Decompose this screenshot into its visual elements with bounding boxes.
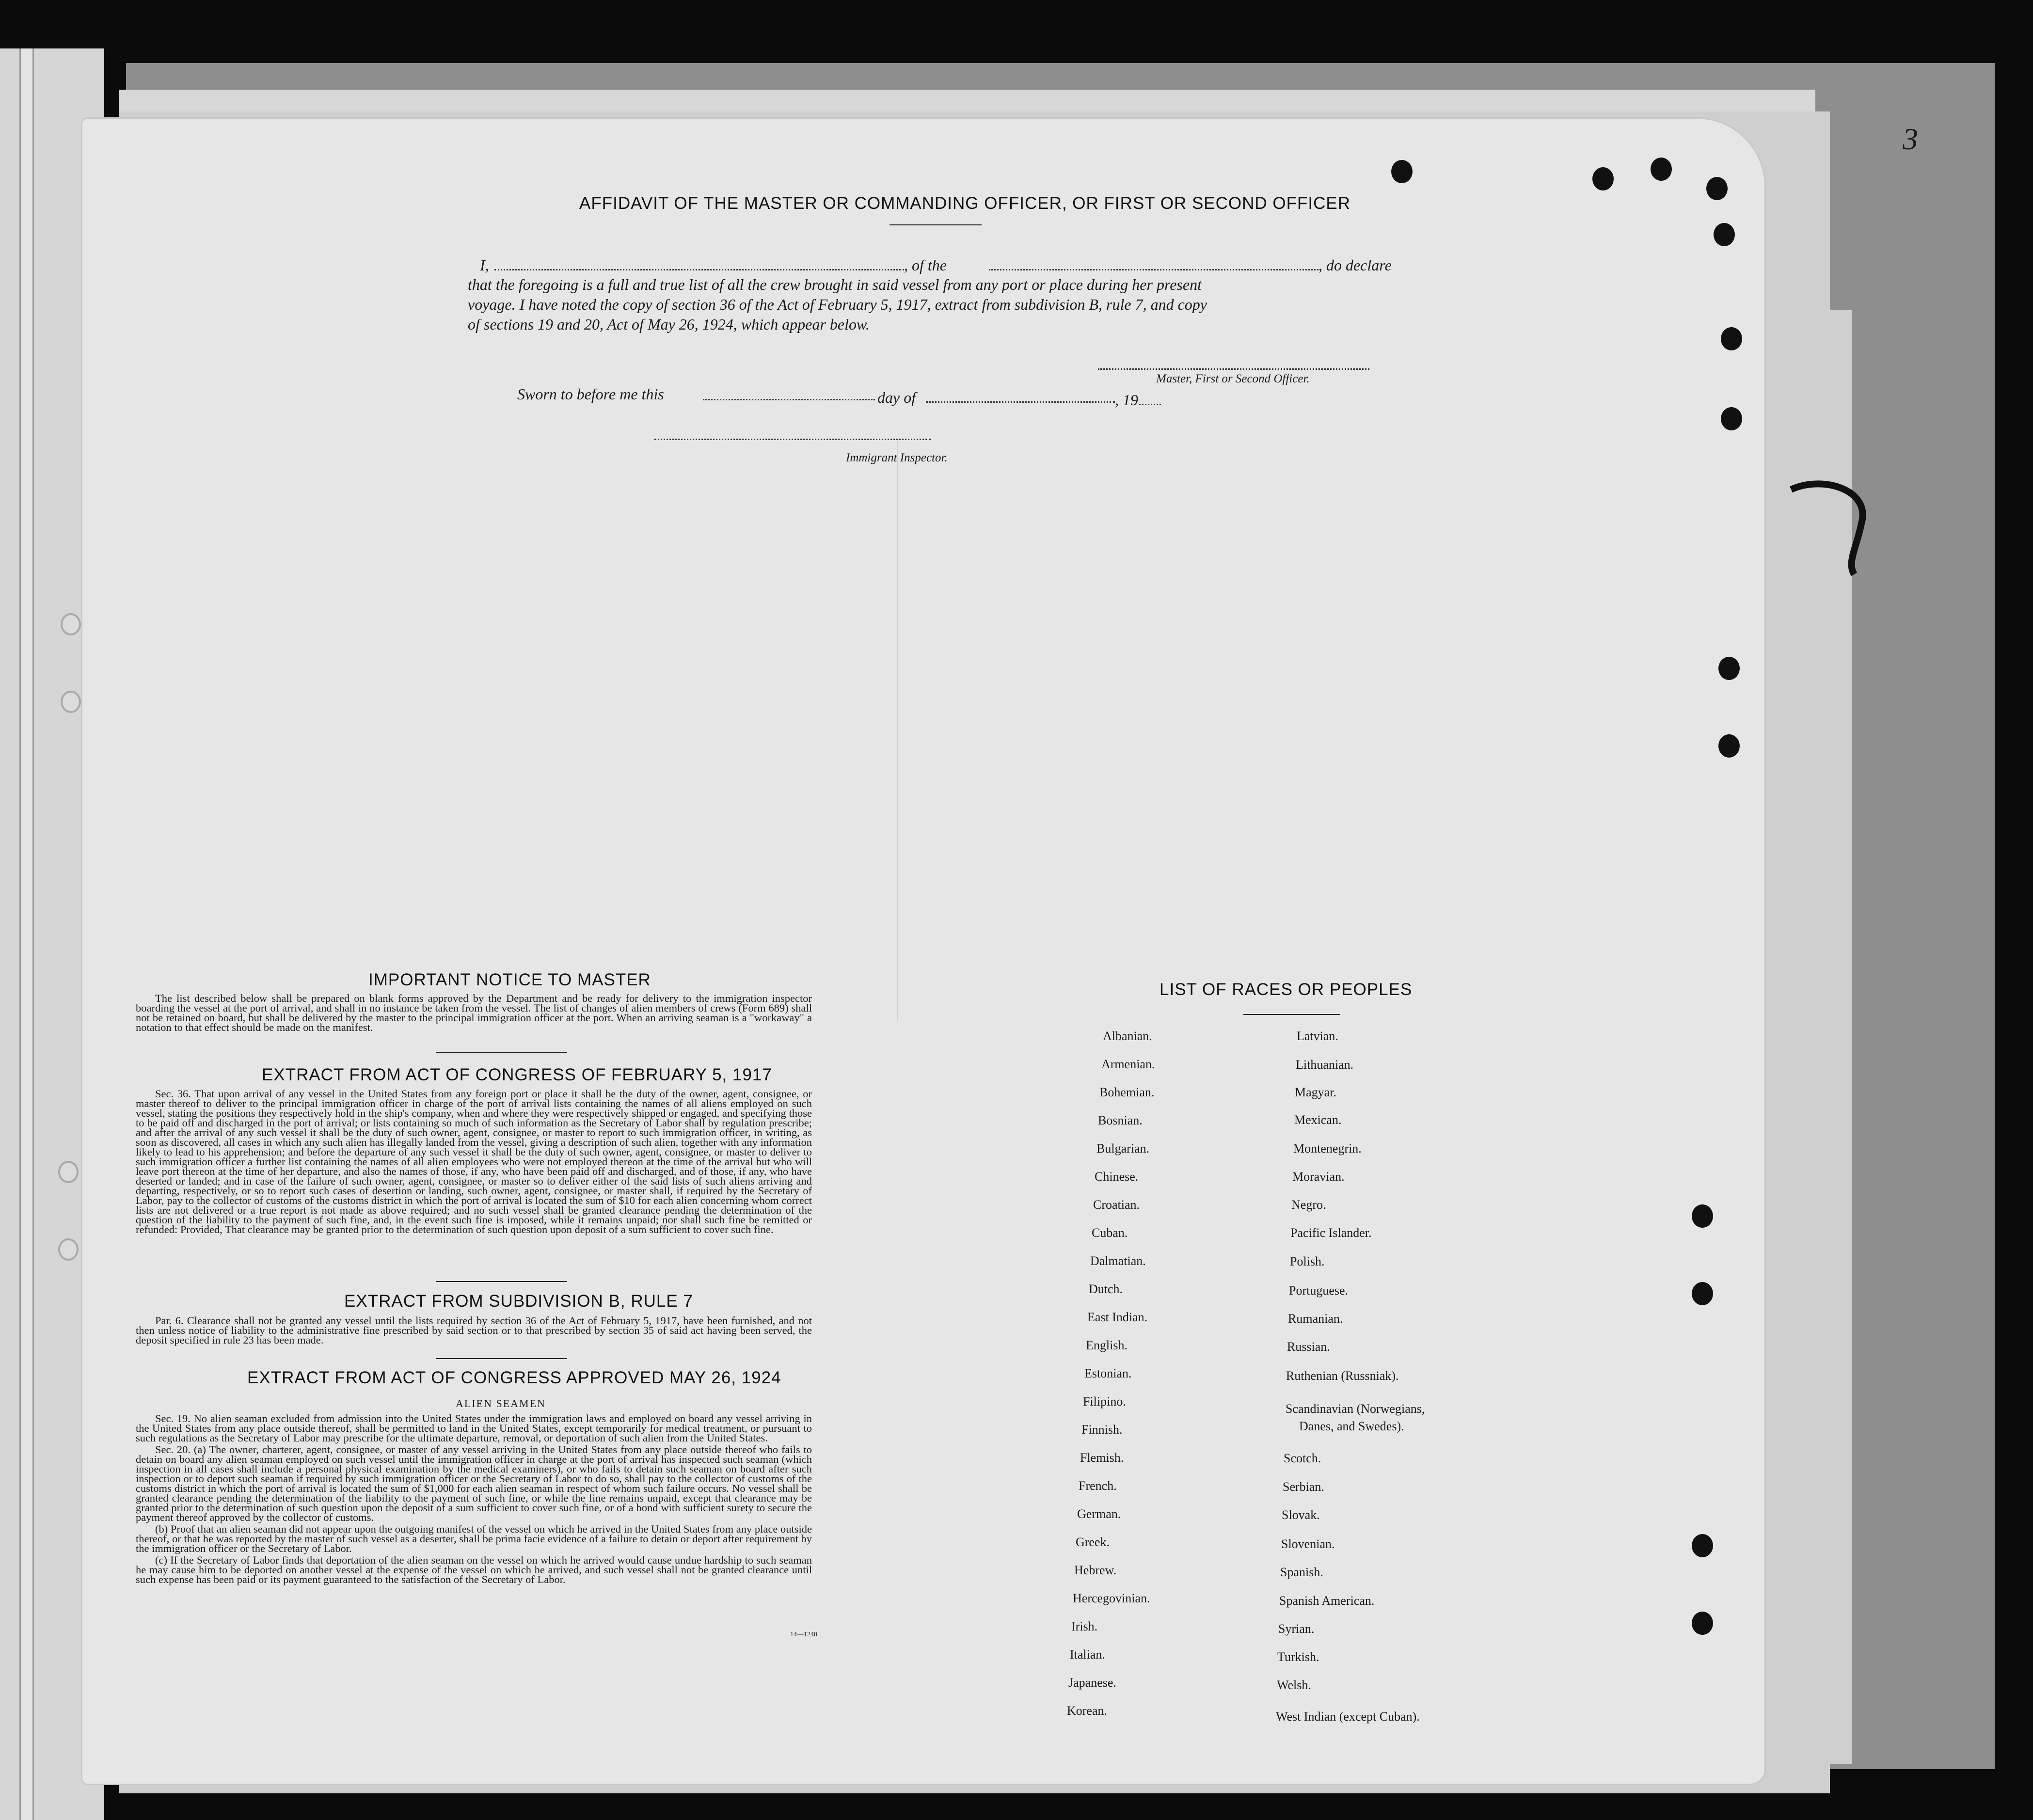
- race-item: Portuguese.: [1289, 1283, 1349, 1298]
- affidavit-title: AFFIDAVIT OF THE MASTER OR COMMANDING OFFICER, OR FIRST OR SECOND OFFICER: [579, 194, 1351, 213]
- inspector-signature-line[interactable]: [654, 439, 931, 440]
- race-item: Scandinavian (Norwegians,: [1286, 1402, 1425, 1416]
- affidavit-line-3: voyage. I have noted the copy of section 36 of the Act of February 5, 1917, extract from subdivision B, rule 7, and copy: [468, 296, 1207, 313]
- rule7-divider: [436, 1358, 567, 1359]
- rule7-text: [136, 1316, 812, 1347]
- race-item: Flemish.: [1080, 1451, 1124, 1465]
- punch-hole: [1592, 167, 1614, 190]
- race-item: Greek.: [1076, 1535, 1110, 1549]
- race-item: Syrian.: [1278, 1622, 1315, 1636]
- race-item: Magyar.: [1295, 1085, 1336, 1099]
- rule7-title: EXTRACT FROM SUBDIVISION B, RULE 7: [344, 1292, 693, 1311]
- race-item: Pacific Islander.: [1290, 1226, 1372, 1240]
- race-item: Latvian.: [1297, 1029, 1338, 1043]
- vessel-field-line[interactable]: [989, 269, 1318, 270]
- extract-1917-divider: [436, 1281, 567, 1282]
- race-item: Russian.: [1287, 1340, 1330, 1354]
- race-item: English.: [1086, 1338, 1128, 1352]
- binder-ring-hole: [61, 691, 81, 713]
- affidavit-i: I,: [480, 256, 489, 274]
- punch-hole: [1718, 657, 1740, 680]
- affidavit-divider: [889, 224, 982, 225]
- punch-hole: [1718, 734, 1740, 758]
- sworn-text: Sworn to before me this: [517, 385, 664, 403]
- punch-hole: [1692, 1534, 1713, 1557]
- form-number: 14—1240: [790, 1631, 817, 1638]
- punch-hole: [1721, 327, 1742, 350]
- race-item: Moravian.: [1292, 1170, 1345, 1184]
- race-item: Danes, and Swedes).: [1299, 1419, 1404, 1433]
- race-item: Estonian.: [1084, 1366, 1132, 1380]
- sec-20a-paragraph: Sec. 20. (a) The owner, charterer, agent, consignee, or master of any vessel arriving in the United States from any place outside thereof who fails to detain on board any alien seaman employed on such vessel until the immigration officer in charge at the port of arrival has inspected such seaman (which inspection in all cases shall include a personal physical examination by the medical examiners), or who fails to detain such seaman on board after such inspection or to deport such seaman if required by such immigration officer or the Secretary of Labor to do so, shall pay to the collector of customs of the customs district in which the port of arrival is located the sum of $1,000 for each alien seaman in respect of whom such failure occurs. No vessel shall be granted clearance pending the determination of the liability to the payment of such fine, or while the fine remains unpaid, except that clearance may be granted prior to the determination of such question upon the deposit of a sum sufficient to cover such fine, or of a bond with sufficient surety to secure the payment thereof approved by the collector of customs.: [136, 1443, 812, 1523]
- par-6-paragraph: Par. 6. Clearance shall not be granted any vessel until the lists required by section 36 of the Act of February 5, 1917, have been furnished, and not then unless notice of liability to the administrative fine prescribed by said section or to that prescribed by section 35 of said act having been served, the deposit specified in rule 23 has been made.: [136, 1314, 812, 1346]
- sec-19-paragraph: Sec. 19. No alien seaman excluded from admission into the United States under the immigration laws and employed on board any vessel arriving in the United States from any place outside thereof, shall be permitted to land in the United States, except temporarily for medical treatment, or pursuant to such regulations as the Secretary of Labor may prescribe for the ultimate departure, removal, or deportation of such alien from the United States.: [136, 1412, 812, 1444]
- punch-hole: [1706, 177, 1728, 200]
- race-item: Ruthenian (Russniak).: [1286, 1369, 1399, 1383]
- year-prefix: , 19: [1115, 391, 1138, 409]
- sec-36-paragraph: Sec. 36. That upon arrival of any vessel in the United States from any foreign port or place it shall be the duty of the owner, agent, consignee, or master thereof to deliver to the principal immigration officer in charge of the port of arrival lists containing the names of all aliens employed on such vessel, stating the positions they respectively hold in the ship's company, when and where they were respectively shipped or engaged, and specifying those to be paid off and discharged in the port of arrival; or lists containing so much of such information as the Secretary of Labor shall by regulation prescribe; and after the arrival of any such vessel it shall be the duty of such owner, agent, consignee, or master to report to such immigration officer, in writing, as soon as discovered, all cases in which any such alien has illegally landed from the vessel, giving a description of such alien, together with any information likely to lead to his apprehension; and before the departure of any such vessel it shall be the duty of such owner, agent, consignee, or master to deliver to such immigration officer a further list containing the names of all alien employees who were not employed thereon at the time of the arrival but who will leave port thereon at the time of her departure, and also the names of those, if any, who have been paid off and discharged, and of those, if any, who have deserted or landed; and in case of the failure of such owner, agent, consignee, or master so to deliver either of the said lists of such aliens arriving and departing, respectively, or so to report such cases of desertion or landing, such owner, agent, consignee, or master shall, if required by the Secretary of Labor, pay to the collector of customs of the customs district in which the port of arrival is located the sum of $10 for each alien concerning whom correct lists are not delivered or a true report is not made as above required; and no such vessel shall be granted clearance pending the determination of the question of the liability to the payment of such fine, and, in the event such fine is imposed, while it remains unpaid; nor shall such fine be remitted or refunded: Provided, That clearance may be granted prior to the determination of such question upon deposit of a sum sufficient to cover such fine.: [136, 1088, 812, 1235]
- extract-1917-title: EXTRACT FROM ACT OF CONGRESS OF FEBRUARY 5, 1917: [262, 1065, 772, 1084]
- binder-ring-hole: [61, 613, 81, 635]
- binder-ring-hole: [58, 1161, 79, 1183]
- race-item: Albanian.: [1103, 1029, 1152, 1043]
- race-item: Spanish American.: [1279, 1594, 1375, 1608]
- race-item: Lithuanian.: [1296, 1058, 1354, 1072]
- race-item: Hebrew.: [1074, 1563, 1117, 1577]
- race-item: Slovak.: [1282, 1508, 1320, 1522]
- sec-20b-paragraph: (b) Proof that an alien seaman did not appear upon the outgoing manifest of the vessel on which he arrived in the United States from any place outside thereof, or that he was reported by the master of such vessel as a deserter, shall be prima facie evidence of a failure to detain or deport after requirement by the immigration officer or the Secretary of Labor.: [136, 1523, 812, 1554]
- races-divider: [1243, 1014, 1340, 1015]
- race-item: French.: [1079, 1479, 1117, 1493]
- notice-text: [136, 994, 812, 1034]
- race-item: Mexican.: [1294, 1113, 1342, 1127]
- race-item: Scotch.: [1284, 1451, 1321, 1465]
- race-item: Bosnian.: [1098, 1113, 1143, 1127]
- punch-hole: [1651, 158, 1672, 181]
- document-page: [82, 119, 1764, 1784]
- ruled-line: [897, 439, 898, 1020]
- race-item: Turkish.: [1277, 1650, 1319, 1664]
- race-item: Montenegrin.: [1293, 1141, 1362, 1155]
- race-item: Chinese.: [1095, 1170, 1139, 1184]
- races-title: LIST OF RACES OR PEOPLES: [1159, 980, 1413, 999]
- affidavit-line-4: of sections 19 and 20, Act of May 26, 1924, which appear below.: [468, 316, 870, 333]
- race-item: East Indian.: [1087, 1310, 1148, 1324]
- race-item: West Indian (except Cuban).: [1276, 1709, 1420, 1724]
- race-item: Spanish.: [1280, 1565, 1323, 1579]
- race-item: Serbian.: [1283, 1480, 1324, 1494]
- binder-strip: [19, 48, 34, 1820]
- sworn-month-line[interactable]: [926, 401, 1115, 403]
- sec-20c-paragraph: (c) If the Secretary of Labor finds that deportation of the alien seaman on the vessel on which he arrived would cause undue hardship to such seaman he may cause him to be deported on another vessel at the expense of the vessel on which he arrived, and such vessel shall not be granted clearance until such expense has been paid or its payment guaranteed to the satisfaction of the Secretary of Labor.: [136, 1554, 812, 1585]
- affidavit-line-2: that the foregoing is a full and true list of all the crew brought in said vessel from any port or place during her present: [468, 276, 1202, 293]
- page-number: 3: [1903, 122, 1918, 156]
- day-of-text: day of: [877, 389, 916, 406]
- race-item: Slovenian.: [1281, 1537, 1335, 1551]
- extract-1917-text: [136, 1089, 812, 1236]
- race-item: Dalmatian.: [1090, 1254, 1146, 1268]
- inspector-label: Immigrant Inspector.: [846, 451, 948, 464]
- race-item: Cuban.: [1092, 1226, 1128, 1240]
- punch-hole: [1714, 223, 1735, 246]
- race-item: Croatian.: [1093, 1198, 1140, 1212]
- notice-paragraph: The list described below shall be prepared on blank forms approved by the Department and be ready for delivery to the immigration inspector boarding the vessel at the port of arrival, and shall in no instance be taken from the vessel. The list of changes of alien members of crews (Form 689) shall not be retained on board, but shall be delivered by the master to the principal immigration officer at the port. When an arriving seaman is a "workaway" a notation to that effect should be made on the manifest.: [136, 992, 812, 1033]
- notice-divider: [436, 1052, 567, 1053]
- race-item: Korean.: [1067, 1704, 1108, 1718]
- binding-cord: [1789, 480, 1876, 577]
- alien-seamen-subtitle: ALIEN SEAMEN: [456, 1397, 546, 1409]
- affidavit-declare: , do declare: [1318, 256, 1392, 274]
- race-item: Dutch.: [1089, 1282, 1123, 1296]
- punch-hole: [1692, 1282, 1713, 1305]
- race-item: German.: [1077, 1507, 1121, 1521]
- sworn-day-line[interactable]: [703, 399, 875, 400]
- punch-hole: [1391, 160, 1413, 183]
- signature-line[interactable]: [1098, 368, 1369, 370]
- punch-hole: [1692, 1612, 1713, 1635]
- race-item: Finnish.: [1081, 1423, 1123, 1437]
- punch-hole: [1692, 1204, 1713, 1228]
- race-item: Welsh.: [1277, 1678, 1311, 1692]
- extract-1924-title: EXTRACT FROM ACT OF CONGRESS APPROVED MAY 26, 1924: [247, 1368, 781, 1387]
- signature-label: Master, First or Second Officer.: [1156, 372, 1310, 385]
- race-item: Bohemian.: [1099, 1085, 1155, 1099]
- binder-ring-hole: [58, 1238, 79, 1261]
- race-item: Negro.: [1291, 1198, 1326, 1212]
- race-item: Filipino.: [1083, 1394, 1126, 1409]
- race-item: Armenian.: [1101, 1057, 1155, 1071]
- extract-1924-text: [136, 1414, 812, 1586]
- sworn-year-line[interactable]: [1139, 404, 1161, 405]
- race-item: Irish.: [1071, 1619, 1098, 1633]
- affidavit-of-the: , of the: [904, 256, 947, 274]
- race-item: Italian.: [1070, 1647, 1105, 1662]
- punch-hole: [1721, 407, 1742, 430]
- name-field-line[interactable]: [494, 269, 904, 270]
- race-item: Rumanian.: [1288, 1312, 1343, 1326]
- notice-title: IMPORTANT NOTICE TO MASTER: [368, 970, 651, 989]
- race-item: Hercegovinian.: [1073, 1591, 1150, 1605]
- race-item: Japanese.: [1068, 1676, 1116, 1690]
- race-item: Polish.: [1290, 1254, 1325, 1268]
- race-item: Bulgarian.: [1096, 1141, 1150, 1155]
